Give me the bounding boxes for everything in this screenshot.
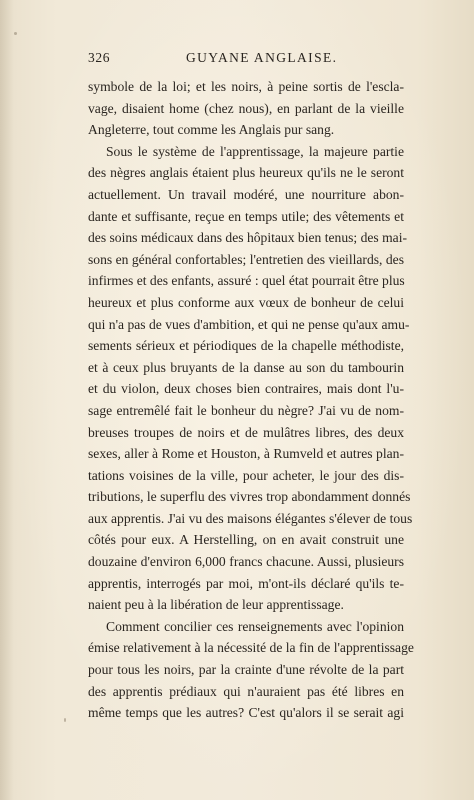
text-line: côtés pour eux. A Herstelling, on en avait construit une (88, 532, 404, 548)
text-line: Sous le système de l'apprentissage, la majeure partie (106, 143, 404, 159)
text-line: dante et suffisante, reçue en temps utile; des vêtements et (88, 208, 404, 224)
text-line: sage entremêlé fait le bonheur du nègre? J'ai vu de nom- (88, 402, 404, 418)
text-line: Angleterre, tout comme les Anglais pur sang. (88, 122, 335, 138)
text-line: symbole de la loi; et les noirs, à peine sortis de l'escla- (88, 79, 404, 94)
text-line: et du violon, deux choses bien contraires, mais dont l'u- (88, 381, 404, 397)
text-line: douzaine d'environ 6,000 francs chacune. Aussi, plusieurs (88, 554, 404, 570)
text-line: et à ceux plus bruyants de la danse au son du tambourin (88, 359, 404, 375)
text-line: des apprentis prédiaux qui n'auraient pas été libres en (88, 683, 404, 699)
text-line: infirmes et des enfants, assuré : quel état pourrait être plus (88, 273, 405, 289)
page-number: 326 (88, 50, 111, 65)
text-line: Comment concilier ces renseignements avec l'opinion (106, 618, 404, 634)
text-line: même temps que les autres? C'est qu'alors il se serait agi (88, 705, 404, 721)
paper-speck (14, 32, 17, 35)
text-line: sements sérieux et périodiques de la chapelle méthodiste, (88, 338, 404, 354)
text-line: sons en général confortables; l'entretien des vieillards, des (88, 251, 404, 267)
body-text (88, 76, 414, 724)
text-line: des nègres anglais étaient plus heureux qu'ils ne le seront (88, 165, 404, 181)
text-line: sexes, aller à Rome et Houston, à Rumveld et autres plan- (88, 446, 404, 462)
text-line: naient peu à la libération de leur apprentissage. (88, 597, 344, 613)
text-line: qui n'a pas de vues d'ambition, et qui ne pense qu'aux amu- (88, 316, 410, 332)
text-line: aux apprentis. J'ai vu des maisons élégantes s'élever de tous (88, 510, 413, 526)
text-line: pour tous les noirs, par la crainte d'une révolte de la part (88, 662, 404, 678)
text-line: des soins médicaux dans des hôpitaux bien tenus; des mai- (88, 230, 408, 246)
text-line: tations voisines de la ville, pour acheter, le jour des dis- (88, 467, 404, 483)
text-line: actuellement. Un travail modéré, une nourriture abon- (88, 186, 404, 202)
running-title: GUYANE ANGLAISE. (186, 50, 338, 65)
text-line: émise relativement à la nécessité de la fin de l'apprentissage (88, 640, 414, 656)
paper-speck (64, 718, 66, 722)
text-line: apprentis, interrogés par moi, m'ont-ils déclaré qu'ils te- (88, 575, 404, 591)
page-header (88, 50, 404, 68)
text-line: vage, disaient home (chez nous), en parlant de la vieille (88, 100, 404, 116)
page-gutter-shadow (0, 0, 14, 800)
text-line: tributions, le superflu des vivres trop abondamment donnés (88, 489, 411, 505)
text-line: heureux et plus conforme aux vœux de bonheur de celui (88, 294, 404, 310)
text-line: breuses troupes de noirs et de mulâtres libres, des deux (88, 424, 404, 440)
